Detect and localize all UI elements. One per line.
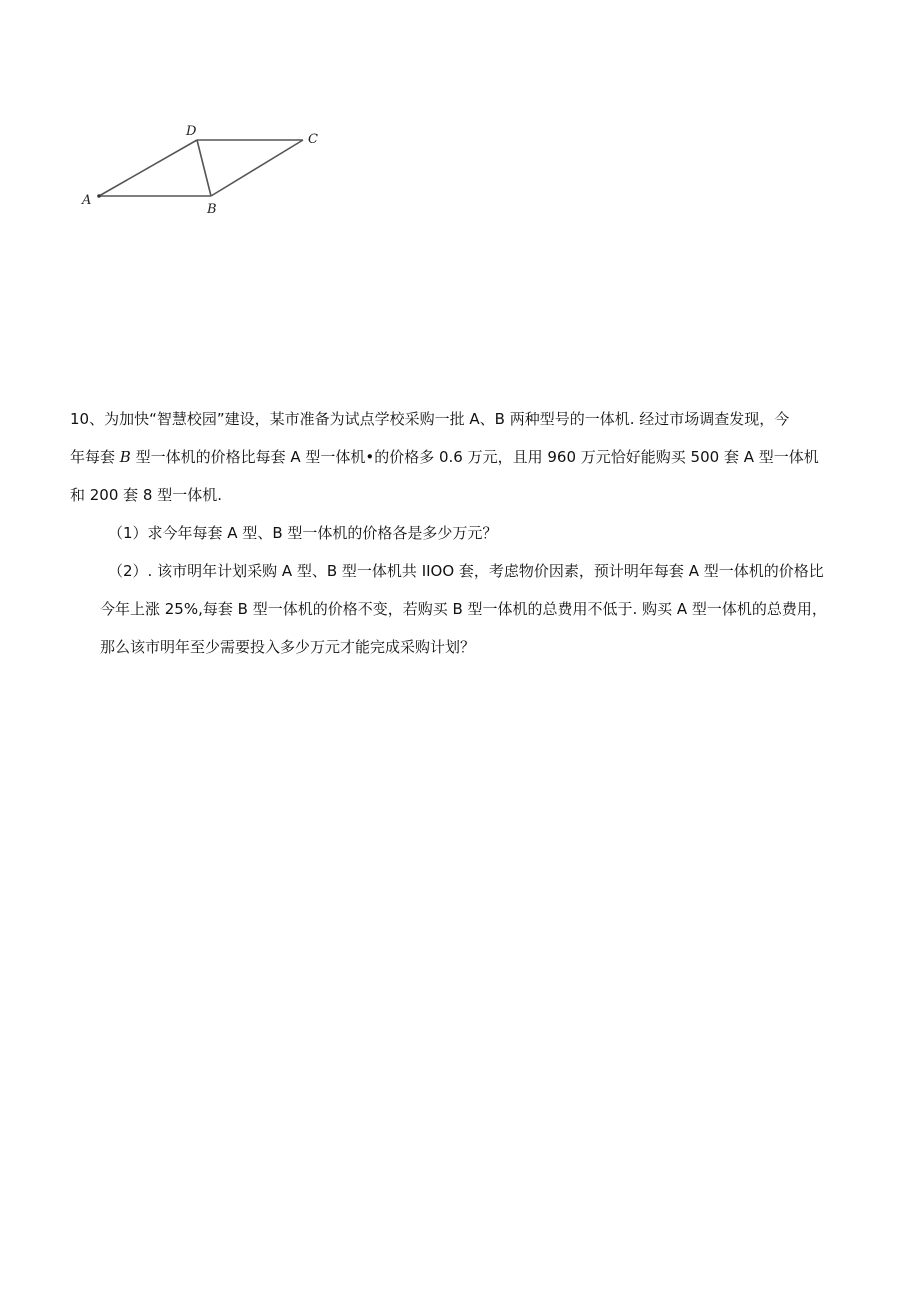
- question-stem-line-2: [70, 438, 850, 476]
- question-stem-line-1: 10、为加快“智慧校园”建设，某市准备为试点学校采购一批 A、B 两种型号的一体机. 经过市场调查发现，今: [70, 410, 790, 428]
- sub-question-2-line-2: 今年上涨 25%,每套 B 型一体机的价格不变，若购买 B 型一体机的总费用不低于. 购买 A 型一体机的总费用，: [100, 600, 827, 618]
- edge-db: [197, 140, 211, 196]
- parallelogram-diagram: [70, 115, 350, 225]
- sub-question-2-line-3: 那么该市明年至少需要投入多少万元才能完成采购计划？: [100, 638, 476, 656]
- italic-b-variable: B: [119, 448, 131, 466]
- question-stem-line-3: 和 200 套 8 型一体机.: [70, 486, 223, 504]
- label-b: B: [207, 202, 217, 217]
- stem-line-2-start: 年每套: [70, 448, 120, 466]
- sub-question-2-line-1: （2）. 该市明年计划采购 A 型、B 型一体机共 IIOO 套，考虑物价因素，预计明年每套 A 型一体机的价格比: [108, 562, 824, 580]
- question-10: [70, 400, 850, 666]
- point-a: [97, 194, 101, 198]
- parallelogram-figure: [70, 115, 350, 225]
- edge-cb: [211, 140, 303, 196]
- label-d: D: [186, 124, 197, 139]
- label-c: C: [308, 132, 318, 147]
- sub-question-1: （1）求今年每套 A 型、B 型一体机的价格各是多少万元？: [108, 524, 498, 542]
- stem-line-2-end: 型一体机的价格比每套 A 型一体机•的价格多 0.6 万元，且用 960 万元恰好能购买 500 套 A 型一体机: [130, 448, 819, 466]
- edge-ad: [99, 140, 197, 196]
- label-a: A: [82, 193, 92, 208]
